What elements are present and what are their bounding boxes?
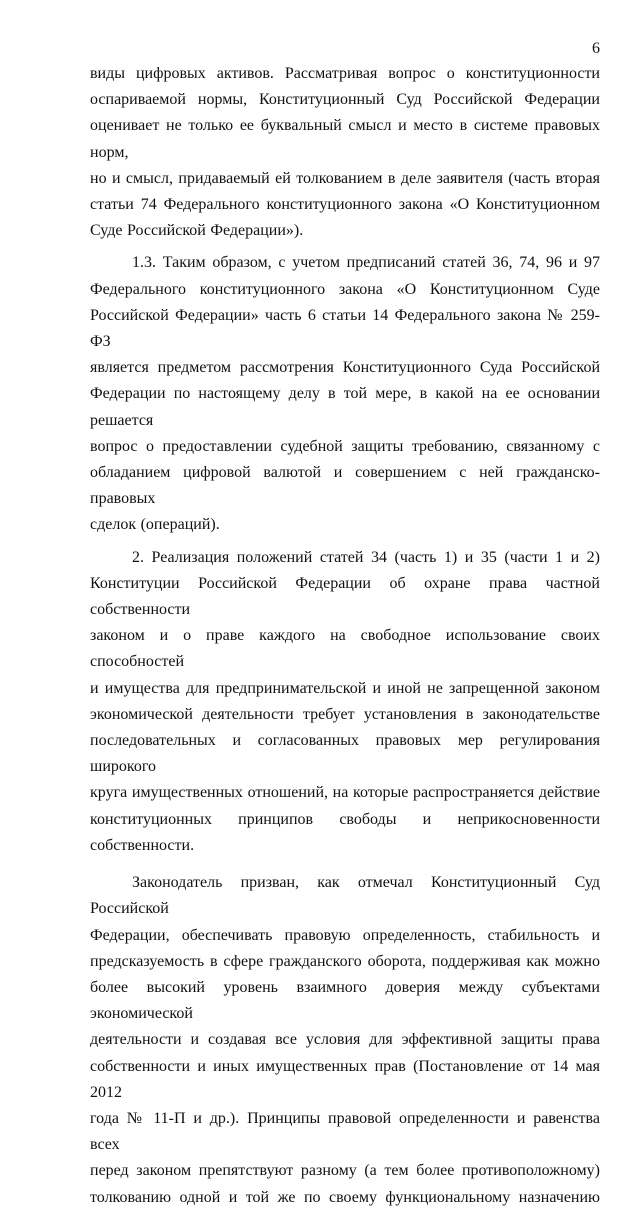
text-line: последовательных и согласованных правовых мер регулирования широкого [90, 732, 600, 776]
text-line: года № 11-П и др.). Принципы правовой определенности и равенства всех [90, 1109, 600, 1154]
text-line: обладанием цифровой валютой и совершением с ней гражданско-правовых [90, 464, 600, 508]
text-line: статьи 74 Федерального конституционного закона «О Конституционном [90, 196, 600, 214]
text-line: предсказуемость в сфере гражданского оборота, поддерживая как можно [90, 952, 600, 970]
page-number: 6 [592, 40, 600, 57]
text-line: и имущества для предпринимательской и иной не запрещенной законом [90, 679, 600, 697]
text-line: 2. Реализация положений статей 34 (часть 1) и 35 (части 1 и 2) [132, 548, 600, 566]
paragraph-1 [90, 61, 600, 244]
text-line: деятельности и создавая все условия для эффективной защиты права [90, 1031, 600, 1049]
text-line: экономической деятельности требует установления в законодательстве [90, 705, 600, 723]
paragraph-1-3 [90, 250, 600, 538]
text-line: конституционных принципов свободы и неприкосновенности собственности. [90, 810, 600, 854]
text-line: толкованию одной и той же по своему функциональному назначению [90, 1188, 600, 1206]
text-line: круга имущественных отношений, на которые распространяется действие [90, 784, 600, 802]
text-line: Федерального конституционного закона «О Конституционном Суде [90, 280, 600, 298]
text-line: оспариваемой нормы, Конституционный Суд Российской Федерации [90, 91, 600, 109]
paragraph-legislator [90, 870, 600, 1211]
paragraph-2 [90, 545, 600, 859]
text-line: Федерации, обеспечивать правовую определенность, стабильность и [90, 926, 600, 944]
text-line: вопрос о предоставлении судебной защиты требованию, связанному с [90, 437, 600, 455]
text-line: собственности и иных имущественных прав (Постановление от 14 мая 2012 [90, 1057, 600, 1101]
text-line: виды цифровых активов. Рассматривая вопрос о конституционности [90, 65, 600, 82]
text-line: Конституции Российской Федерации об охране права частной собственности [90, 574, 600, 619]
text-line: оценивает не только ее буквальный смысл и место в системе правовых норм, [90, 117, 600, 161]
text-line: Суде Российской Федерации»). [90, 222, 304, 240]
text-line: но и смысл, придаваемый ей толкованием в деле заявителя (часть вторая [90, 169, 600, 187]
text-line: перед законом препятствуют разному (а тем более противоположному) [90, 1162, 600, 1180]
text-line: Законодатель призван, как отмечал Конституционный Суд Российской [90, 874, 600, 918]
text-line: Российской Федерации» часть 6 статьи 14 Федерального закона № 259-ФЗ [90, 306, 600, 351]
text-line: Федерации по настоящему делу в той мере, в какой на ее основании решается [90, 385, 600, 429]
text-line: является предметом рассмотрения Конституционного Суда Российской [90, 359, 600, 377]
text-line: 1.3. Таким образом, с учетом предписаний статей 36, 74, 96 и 97 [132, 254, 600, 272]
text-line: сделок (операций). [90, 516, 220, 534]
text-line: более высокий уровень взаимного доверия между субъектами экономической [90, 978, 600, 1023]
text-line: законом и о праве каждого на свободное использование своих способностей [90, 627, 600, 671]
document-body [90, 61, 600, 1211]
